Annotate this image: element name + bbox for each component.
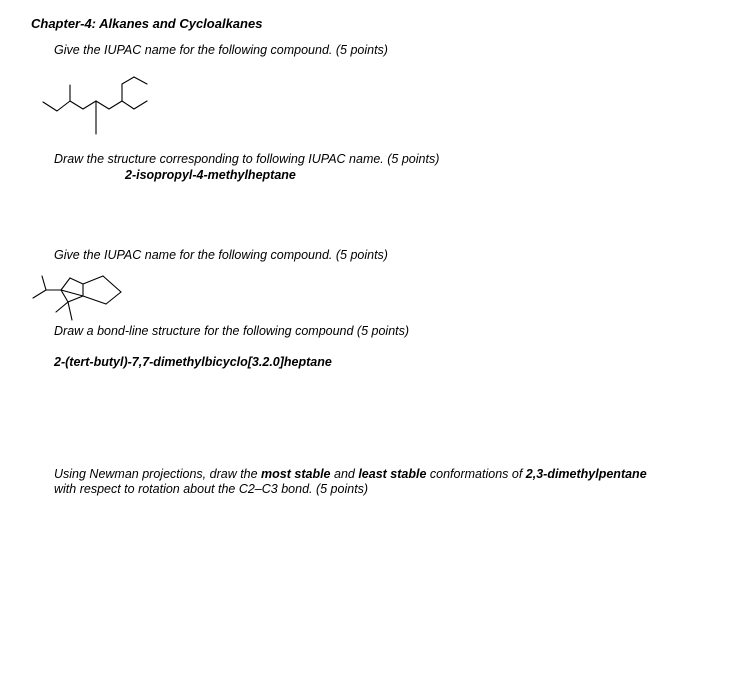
chapter-title: Chapter-4: Alkanes and Cycloalkanes bbox=[31, 16, 263, 31]
isopropyl-bond bbox=[33, 290, 46, 298]
ring-bond bbox=[83, 276, 103, 284]
question-5-most-stable: most stable bbox=[261, 467, 331, 481]
question-5-prompt-line-1 bbox=[54, 467, 647, 482]
question-5-text-3: conformations of bbox=[426, 467, 526, 481]
question-3-prompt: Give the IUPAC name for the following compound. (5 points) bbox=[54, 248, 388, 262]
ring-bond bbox=[70, 278, 83, 284]
question-2-compound-name: 2-isopropyl-4-methylheptane bbox=[125, 168, 296, 182]
ring-bond bbox=[103, 276, 121, 292]
methyl-branch-bond bbox=[56, 302, 68, 312]
ring-bond bbox=[83, 296, 106, 304]
ring-bond bbox=[122, 77, 134, 84]
question-1-prompt: Give the IUPAC name for the following compound. (5 points) bbox=[54, 43, 388, 57]
methyl-branch-bond bbox=[68, 302, 72, 320]
ring-bond bbox=[106, 292, 121, 304]
ring-bond bbox=[68, 296, 83, 302]
question-5-least-stable: least stable bbox=[358, 467, 427, 481]
question-1-structure bbox=[38, 70, 168, 140]
question-3-structure bbox=[28, 268, 138, 328]
question-5-compound-name: 2,3-dimethylpentane bbox=[525, 467, 647, 481]
ring-bond bbox=[134, 77, 147, 84]
question-5-text-2: and bbox=[330, 467, 359, 481]
isopropyl-bond bbox=[42, 276, 46, 290]
question-5-text-1: Using Newman projections, draw the bbox=[54, 467, 262, 481]
question-2-prompt: Draw the structure corresponding to following IUPAC name. (5 points) bbox=[54, 152, 440, 166]
ring-bond bbox=[61, 278, 70, 290]
main-chain-bonds bbox=[43, 101, 147, 111]
question-4-prompt: Draw a bond-line structure for the following compound (5 points) bbox=[54, 324, 410, 338]
question-5-prompt-line-2: with respect to rotation about the C2–C3 bond. (5 points) bbox=[54, 482, 369, 496]
question-4-compound-name: 2-(tert-butyl)-7,7-dimethylbicyclo[3.2.0]heptane bbox=[54, 355, 332, 369]
